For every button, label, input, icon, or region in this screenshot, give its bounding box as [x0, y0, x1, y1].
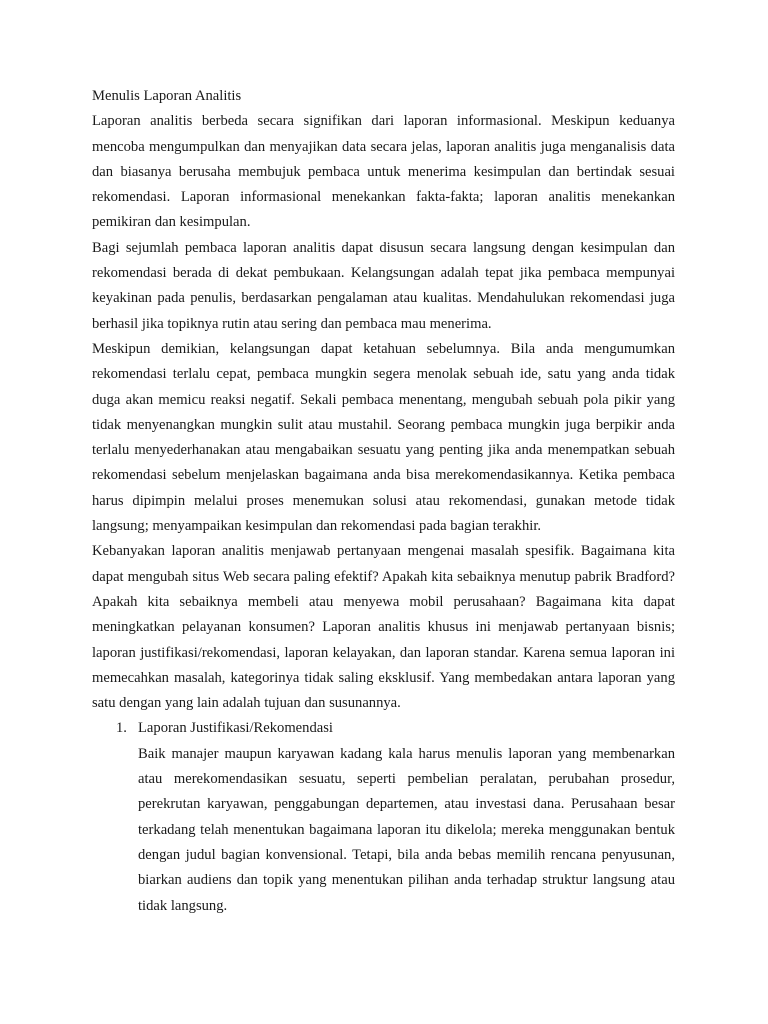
list-item-heading: Laporan Justifikasi/Rekomendasi: [138, 720, 333, 737]
list-item-body: Baik manajer maupun karyawan kadang kala harus menulis laporan yang membenarkan atau merekomendasikan sesuatu, seperti pembelian peralatan, perubahan prosedur, perekrutan karyawan, penggabungan departemen, atau investasi dana. Perusahaan besar terkadang telah menentukan bagaimana laporan itu dikelola; mereka menggunakan bentuk dengan judul bagian konvensional. Tetapi, bila anda bebas memilih rencana penyusunan, biarkan audiens dan topik yang menentukan pilihan anda terhadap struktur langsung atau tidak langsung.: [138, 745, 675, 914]
list-item: [92, 716, 675, 918]
numbered-list: [92, 716, 675, 918]
paragraph-report-types: Kebanyakan laporan analitis menjawab pertanyaan mengenai masalah spesifik. Bagaimana kita dapat mengubah situs Web secara paling efektif? Apakah kita sebaiknya menutup pabrik Bradford? Apakah kita sebaiknya membeli atau menyewa mobil perusahaan? Bagaimana kita dapat meningkatkan pelayanan konsumen? Laporan analitis khusus ini menjawab pertanyaan bisnis; laporan justifikasi/rekomendasi, laporan kelayakan, dan laporan standar. Karena semua laporan ini memecahkan masalah, kategorinya tidak saling eksklusif. Yang membedakan antara laporan yang satu dengan yang lain adalah tujuan dan susunannya.: [92, 543, 675, 712]
document-page: [92, 84, 675, 919]
paragraph-direct-approach: Bagi sejumlah pembaca laporan analitis dapat disusun secara langsung dengan kesimpulan dan rekomendasi berada di dekat pembukaan. Kelangsungan adalah tepat jika pembaca mempunyai keyakinan pada penulis, berdasarkan pengalaman atau kualitas. Mendahulukan rekomendasi juga berhasil jika topiknya rutin atau sering dan pembaca mau menerima.: [92, 239, 675, 332]
document-title: Menulis Laporan Analitis: [92, 88, 242, 104]
paragraph-indirect-approach: Meskipun demikian, kelangsungan dapat ketahuan sebelumnya. Bila anda mengumumkan rekomendasi terlalu cepat, pembaca mungkin segera menolak sebuah ide, satu yang anda tidak duga akan memicu reaksi negatif. Sekali pembaca menentang, mengubah sebuah pola pikir yang tidak menyenangkan mungkin sulit atau mustahil. Seorang pembaca mungkin juga berpikir anda terlalu menyederhanakan atau mengabaikan sesuatu yang penting jika anda menempatkan sebuah rekomendasi sebelum menjelaskan bagaimana anda bisa merekomendasikannya. Ketika pembaca harus dipimpin melalui proses menemukan solusi atau rekomendasi, gunakan metode tidak langsung; menyampaikan kesimpulan dan rekomendasi pada bagian terakhir.: [92, 340, 675, 535]
paragraph-intro: Laporan analitis berbeda secara signifikan dari laporan informasional. Meskipun keduanya mencoba mengumpulkan dan menyajikan data secara jelas, laporan analitis juga menganalisis data dan biasanya berusaha membujuk pembaca untuk menerima kesimpulan dan bertindak sesuai rekomendasi. Laporan informasional menekankan fakta-fakta; laporan analitis menekankan pemikiran dan kesimpulan.: [92, 113, 675, 231]
list-item-number: 1.: [116, 720, 127, 737]
